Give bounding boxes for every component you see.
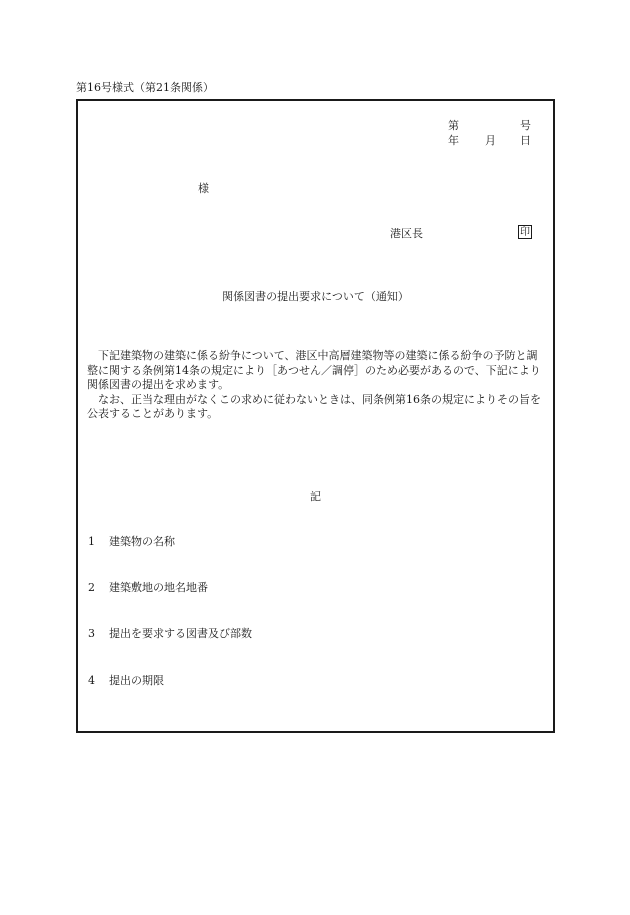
date-year-label: 年 <box>448 134 459 147</box>
list-item <box>88 627 252 641</box>
document-number-label: 第 <box>448 119 459 132</box>
document-number-suffix: 号 <box>520 119 531 132</box>
body-paragraph-1: 下記建築物の建築に係る紛争について、港区中高層建築物等の建築に係る紛争の予防と調整に関する条例第14条の規定により［あつせん／調停］のため必要があるので、下記により関係図書の提出を求めます。 <box>87 349 541 391</box>
item-label: 建築敷地の地名地番 <box>109 581 208 594</box>
document-frame <box>76 99 555 733</box>
issuer-name: 港区長 <box>390 227 423 240</box>
list-item <box>88 535 175 549</box>
date-day-label: 日 <box>520 134 531 147</box>
document-title: 関係図書の提出要求について（通知） <box>222 290 409 303</box>
item-label: 提出を要求する図書及び部数 <box>109 627 252 640</box>
addressee-suffix: 様 <box>198 182 209 195</box>
ki-heading: 記 <box>310 490 321 503</box>
item-number: 1 <box>88 535 95 548</box>
form-number: 第16号様式（第21条関係） <box>76 81 214 94</box>
date-month-label: 月 <box>485 134 496 147</box>
body-paragraph-2: なお、正当な理由がなくこの求めに従わないときは、同条例第16条の規定によりその旨を公表することがあります。 <box>87 392 541 420</box>
seal-mark: 印 <box>520 227 530 238</box>
item-label: 建築物の名称 <box>109 535 175 548</box>
list-item <box>88 674 164 688</box>
item-number: 4 <box>88 674 95 687</box>
list-item <box>88 581 208 595</box>
item-number: 3 <box>88 627 95 640</box>
document-body <box>87 349 547 422</box>
item-number: 2 <box>88 581 95 594</box>
item-label: 提出の期限 <box>109 674 164 687</box>
